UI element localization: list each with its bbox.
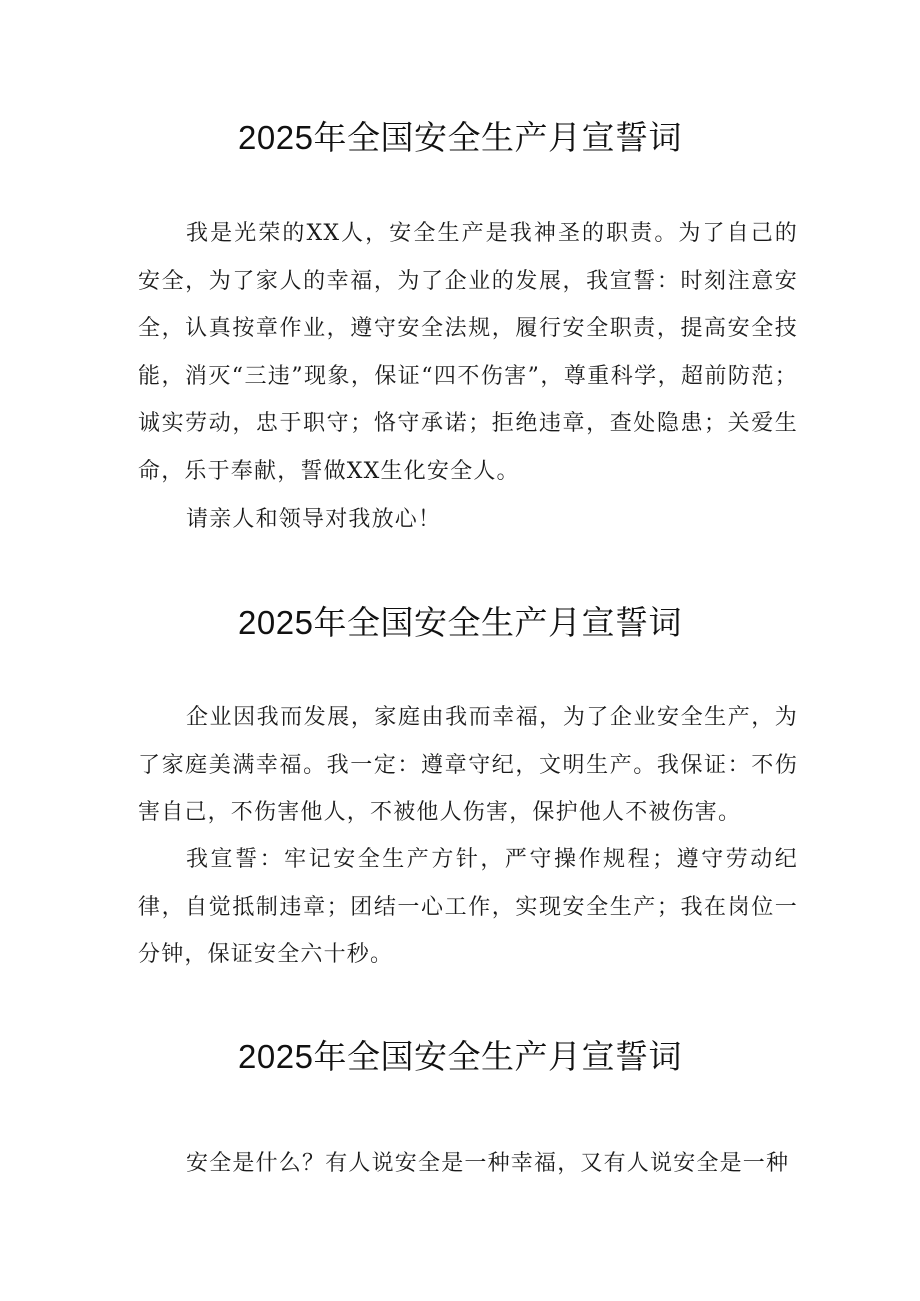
section-3-paragraph-1: 安全是什么？有人说安全是一种幸福，又有人说安全是一种 (186, 1151, 790, 1176)
section-1-paragraph-1: 我是光荣的XX人，安全生产是我神圣的职责。为了自己的安全，为了家人的幸福，为了企业的发展，我宣誓：时刻注意安全，认真按章作业，遵守安全法规，履行安全职责，提高安全技能，消灭“三违”现象，保证“四不伤害”，尊重科学，超前防范；诚实劳动，忠于职守；恪守承诺；拒绝违章，查处隐患；关爱生命，乐于奉献，誓做XX生化安全人。 (138, 221, 798, 484)
section-2-title: 2025年全国安全生产月宣誓词 (238, 604, 682, 641)
section-3-title: 2025年全国安全生产月宣誓词 (238, 1038, 682, 1075)
section-2-paragraph-1: 企业因我而发展，家庭由我而幸福，为了企业安全生产，为了家庭美满幸福。我一定：遵章守纪，文明生产。我保证：不伤害自己，不伤害他人，不被他人伤害，保护他人不被伤害。 (138, 705, 798, 825)
section-2-paragraph-2: 我宣誓：牢记安全生产方针，严守操作规程；遵守劳动纪律，自觉抵制违章；团结一心工作，实现安全生产；我在岗位一分钟，保证安全六十秒。 (138, 847, 798, 967)
section-1-title: 2025年全国安全生产月宣誓词 (238, 119, 682, 156)
section-1-paragraph-2: 请亲人和领导对我放心！ (186, 507, 442, 532)
